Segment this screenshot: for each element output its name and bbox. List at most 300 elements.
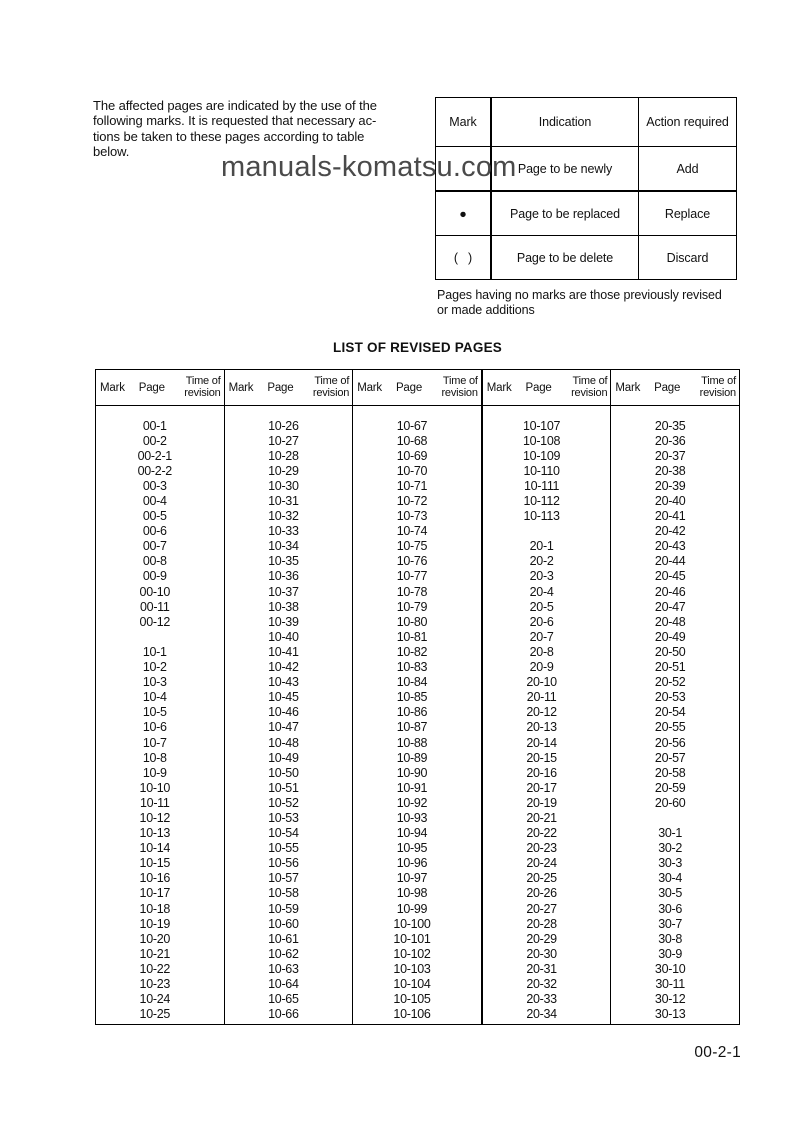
table-row — [96, 856, 224, 871]
page-value: 20-24 — [526, 856, 557, 871]
page-value: 10-17 — [139, 886, 171, 901]
table-row — [611, 614, 739, 629]
page-value: 10-109 — [523, 448, 561, 463]
page-value: 10-111 — [523, 478, 560, 493]
table-row — [96, 478, 224, 493]
table-row — [353, 644, 481, 659]
table-row — [353, 765, 481, 780]
page-value: 00-6 — [142, 524, 167, 539]
table-row — [483, 750, 611, 765]
column-header — [483, 370, 611, 406]
page-value: 10-8 — [142, 750, 167, 765]
page-value: 30-9 — [658, 946, 683, 961]
table-row — [225, 735, 353, 750]
table-row — [225, 418, 353, 433]
column-header-time-line2: revision — [571, 386, 608, 399]
page-value: 20-27 — [526, 901, 557, 916]
table-row — [96, 976, 224, 991]
page-value: 10-82 — [396, 644, 428, 659]
page-value: 10-4 — [142, 690, 167, 705]
page-value: 10-76 — [396, 554, 428, 569]
page-value: 10-72 — [396, 494, 428, 509]
page-value: 10-9 — [142, 765, 167, 780]
page-value: 10-24 — [139, 992, 171, 1007]
table-row — [353, 720, 481, 735]
table-row — [225, 810, 353, 825]
page-value: 10-52 — [268, 795, 299, 810]
page-value: 00-5 — [142, 509, 167, 524]
table-row — [483, 675, 611, 690]
table-row — [96, 992, 224, 1007]
page-value: 00-2-1 — [137, 448, 172, 463]
table-row — [611, 931, 739, 946]
column-header-time-line1: Time of — [701, 375, 736, 387]
column-header-page: Page — [138, 381, 165, 394]
page-value: 00-1 — [142, 418, 167, 433]
page-value: 20-4 — [529, 584, 554, 599]
page-value: 10-37 — [268, 584, 299, 599]
table-row — [353, 810, 481, 825]
table-row — [225, 992, 353, 1007]
page-value: 00-11 — [140, 599, 170, 614]
table-row — [611, 433, 739, 448]
page-value: 10-42 — [268, 660, 299, 675]
table-row — [353, 992, 481, 1007]
page-value: 20-55 — [654, 720, 686, 735]
table-row — [96, 463, 224, 478]
page-value: 10-100 — [393, 916, 431, 931]
table-row — [96, 750, 224, 765]
page-value: 00-3 — [142, 478, 167, 493]
table-row — [353, 916, 481, 931]
page-value: 00-7 — [142, 539, 167, 554]
indication-cell: Page to be newly — [490, 146, 638, 190]
column-header-time — [174, 376, 221, 399]
table-row — [96, 644, 224, 659]
table-row — [225, 644, 353, 659]
page-value: 10-41 — [268, 644, 299, 659]
page-value: 20-34 — [526, 1007, 557, 1022]
table-row — [225, 976, 353, 991]
page-value: 10-6 — [142, 720, 167, 735]
table-row — [96, 433, 224, 448]
table-row — [225, 599, 353, 614]
table-row — [483, 946, 611, 961]
page-value: 10-106 — [393, 1007, 431, 1022]
page-value: 20-19 — [526, 795, 557, 810]
page-value: 10-29 — [268, 463, 299, 478]
table-row — [353, 886, 481, 901]
table-row — [225, 765, 353, 780]
page-value: 10-13 — [139, 826, 171, 841]
page-value: 30-7 — [658, 916, 683, 931]
page-value: 10-1 — [142, 644, 167, 659]
table-row — [353, 705, 481, 720]
page-value: 20-49 — [654, 629, 686, 644]
column-header-time-line2: revision — [312, 386, 350, 399]
table-row — [225, 524, 353, 539]
page-value: 20-39 — [654, 478, 686, 493]
page-value: 10-30 — [268, 478, 299, 493]
table-row — [611, 569, 739, 584]
page-value: 10-63 — [268, 961, 299, 976]
table-row — [483, 780, 611, 795]
page-value: 30-1 — [658, 826, 683, 841]
page-value: 10-36 — [268, 569, 299, 584]
page-value: 10-91 — [396, 780, 428, 795]
page-value: 10-47 — [268, 720, 299, 735]
page-value: 20-47 — [654, 599, 686, 614]
page-value: 10-73 — [396, 509, 428, 524]
table-row — [96, 871, 224, 886]
action-cell: Replace — [638, 190, 736, 235]
table-row — [483, 448, 611, 463]
table-row — [611, 705, 739, 720]
table-row — [483, 433, 611, 448]
column-header-time-line2: revision — [441, 386, 478, 399]
page-value: 10-99 — [396, 901, 428, 916]
page-value: 20-56 — [654, 735, 686, 750]
table-row — [225, 916, 353, 931]
page-value: 10-5 — [142, 705, 167, 720]
table-row — [483, 841, 611, 856]
table-row — [96, 584, 224, 599]
page-value: 10-23 — [139, 977, 171, 992]
table-row — [96, 735, 224, 750]
marks-table-header-action: Action required — [638, 98, 736, 146]
table-row — [483, 871, 611, 886]
column-header-time-line1: Time of — [572, 375, 608, 387]
page-value: 10-46 — [268, 705, 299, 720]
page-value: 10-65 — [268, 992, 299, 1007]
table-row — [353, 493, 481, 508]
table-row — [225, 690, 353, 705]
page-value: 10-89 — [396, 750, 428, 765]
page-value: 10-98 — [396, 886, 428, 901]
page-value: 20-12 — [526, 705, 557, 720]
marks-table-header-indication: Indication — [490, 98, 638, 146]
table-row — [611, 871, 739, 886]
table-row — [353, 841, 481, 856]
table-row — [483, 795, 611, 810]
page-value: 00-12 — [139, 614, 171, 629]
column-header-time — [431, 376, 478, 399]
table-row — [96, 901, 224, 916]
page-value: 10-105 — [393, 992, 431, 1007]
page-value: 20-33 — [526, 992, 557, 1007]
page-value: 10-81 — [396, 629, 428, 644]
table-row — [483, 856, 611, 871]
table-row — [611, 795, 739, 810]
page-value: 20-3 — [529, 569, 554, 584]
table-row — [96, 448, 224, 463]
page-value: 20-50 — [654, 644, 686, 659]
table-row — [483, 720, 611, 735]
indication-cell: Page to be delete — [490, 235, 638, 279]
table-row — [611, 826, 739, 841]
page-value: 10-59 — [268, 901, 299, 916]
page-value: 10-25 — [139, 1007, 171, 1022]
page-value: 10-38 — [268, 599, 299, 614]
action-cell: Add — [638, 146, 736, 190]
note-line: or made additions — [437, 303, 535, 317]
table-row — [611, 478, 739, 493]
table-row — [225, 584, 353, 599]
table-row — [96, 554, 224, 569]
page-value: 20-14 — [526, 735, 557, 750]
table-row — [225, 946, 353, 961]
page-value: 20-54 — [654, 705, 686, 720]
page-value: 10-19 — [139, 916, 171, 931]
page-value: 20-26 — [526, 886, 557, 901]
page-value: 10-84 — [396, 675, 428, 690]
table-row — [96, 509, 224, 524]
page-value: 00-10 — [139, 584, 171, 599]
page-value: 10-70 — [396, 463, 428, 478]
table-row — [225, 780, 353, 795]
page-value: 30-8 — [658, 931, 683, 946]
page-value: 10-101 — [393, 931, 431, 946]
table-row — [483, 901, 611, 916]
page-value: 20-11 — [526, 690, 557, 705]
table-row — [353, 554, 481, 569]
table-row — [353, 961, 481, 976]
table-row — [353, 946, 481, 961]
table-row — [225, 901, 353, 916]
page-value: 20-29 — [526, 931, 557, 946]
table-row — [225, 675, 353, 690]
page-value: 10-64 — [268, 977, 299, 992]
page-value: 10-94 — [396, 826, 428, 841]
table-row — [225, 554, 353, 569]
table-row — [96, 961, 224, 976]
page-value: 20-58 — [654, 765, 686, 780]
column-header-page: Page — [654, 381, 681, 394]
column-header-time — [560, 376, 607, 399]
page-value: 00-4 — [142, 494, 167, 509]
table-row — [611, 524, 739, 539]
table-row — [96, 780, 224, 795]
revised-table — [95, 369, 740, 1025]
column-header-time-line1: Time of — [442, 375, 478, 387]
page-value: 10-88 — [396, 735, 428, 750]
page-value: 10-16 — [139, 871, 171, 886]
page-value: 20-8 — [529, 644, 554, 659]
page-value: 10-61 — [268, 931, 299, 946]
table-row — [611, 463, 739, 478]
page-value: 10-55 — [268, 841, 299, 856]
page-value: 10-103 — [393, 961, 431, 976]
page-value: 10-20 — [139, 931, 171, 946]
table-row — [611, 629, 739, 644]
column-header-mark: Mark — [100, 381, 125, 394]
table-row — [611, 599, 739, 614]
page-value: 10-39 — [268, 614, 299, 629]
table-row — [353, 780, 481, 795]
page-value: 20-15 — [526, 750, 557, 765]
page-value: 10-27 — [268, 433, 299, 448]
column-header-page: Page — [395, 381, 423, 394]
table-row — [225, 856, 353, 871]
page-value: 10-32 — [268, 509, 299, 524]
table-row — [225, 720, 353, 735]
table-row — [353, 795, 481, 810]
table-row — [353, 750, 481, 765]
page-value: 20-13 — [526, 720, 557, 735]
column-header-page: Page — [525, 381, 552, 394]
table-row — [483, 1007, 611, 1022]
table-row — [353, 660, 481, 675]
column-header-time-line2: revision — [699, 386, 736, 399]
mark-cell: ( ) — [436, 235, 490, 279]
page-value: 20-53 — [654, 690, 686, 705]
page-value: 10-33 — [268, 524, 299, 539]
page-value: 10-86 — [396, 705, 428, 720]
table-row — [483, 916, 611, 931]
table-row — [611, 750, 739, 765]
table-row — [483, 509, 611, 524]
page-value: 10-67 — [396, 418, 428, 433]
table-row — [483, 690, 611, 705]
table-row — [96, 826, 224, 841]
table-row — [353, 509, 481, 524]
table-row — [225, 569, 353, 584]
page-value: 10-96 — [396, 856, 428, 871]
page-value: 10-43 — [268, 675, 299, 690]
column-body — [96, 406, 224, 1024]
table-row — [353, 826, 481, 841]
table-row — [96, 720, 224, 735]
page-value: 20-48 — [654, 614, 686, 629]
page-value: 20-38 — [654, 463, 686, 478]
page-value: 20-31 — [526, 961, 557, 976]
page-value: 10-93 — [396, 810, 428, 825]
page-value: 10-31 — [268, 494, 299, 509]
table-row — [96, 931, 224, 946]
column-header-time-line2: revision — [184, 386, 221, 399]
table-row — [225, 750, 353, 765]
page-value: 10-3 — [142, 675, 167, 690]
page-value: 10-110 — [523, 463, 560, 478]
page-value: 10-78 — [396, 584, 428, 599]
table-row — [225, 614, 353, 629]
table-row — [225, 826, 353, 841]
page-value: 10-56 — [268, 856, 299, 871]
page-value: 30-2 — [658, 841, 683, 856]
column-header-time-line1: Time of — [314, 375, 350, 387]
table-row — [483, 554, 611, 569]
page-value: 00-2-2 — [137, 463, 172, 478]
page-value: 20-43 — [654, 539, 686, 554]
page-value: 20-28 — [526, 916, 557, 931]
table-row — [96, 599, 224, 614]
table-row — [353, 976, 481, 991]
table-row — [483, 569, 611, 584]
table-row — [353, 569, 481, 584]
table-row — [483, 418, 611, 433]
page-value: 20-52 — [654, 675, 686, 690]
page-value: 10-95 — [396, 841, 428, 856]
table-row — [611, 660, 739, 675]
column-header-page: Page — [267, 381, 294, 394]
page-value: 10-107 — [523, 418, 561, 433]
page-value: 10-2 — [142, 660, 167, 675]
table-row — [225, 841, 353, 856]
table-row — [483, 660, 611, 675]
table-row — [96, 493, 224, 508]
page-value: 10-74 — [396, 524, 428, 539]
action-cell: Discard — [638, 235, 736, 279]
table-row — [353, 1007, 481, 1022]
page-value: 10-14 — [139, 841, 171, 856]
table-row — [611, 493, 739, 508]
table-row — [483, 599, 611, 614]
page-value: 10-113 — [523, 509, 560, 524]
table-row — [225, 931, 353, 946]
table-row — [353, 448, 481, 463]
table-row — [96, 886, 224, 901]
table-row — [225, 463, 353, 478]
table-row — [611, 690, 739, 705]
page-value: 20-16 — [526, 765, 557, 780]
page-value: 20-40 — [654, 494, 686, 509]
table-row — [225, 1007, 353, 1022]
column-header-mark: Mark — [486, 381, 512, 394]
table-row — [96, 705, 224, 720]
note-text — [437, 288, 722, 318]
page-value: 10-26 — [268, 418, 299, 433]
page-value: 30-6 — [658, 901, 683, 916]
table-row — [353, 463, 481, 478]
page-value: 10-92 — [396, 795, 428, 810]
page-value: 10-90 — [396, 765, 428, 780]
table-row — [611, 765, 739, 780]
table-row — [353, 931, 481, 946]
page-value: 20-1 — [529, 539, 554, 554]
page-value: 20-30 — [526, 946, 557, 961]
list-title: LIST OF REVISED PAGES — [333, 340, 502, 355]
table-row — [483, 735, 611, 750]
page-value: 10-62 — [268, 946, 299, 961]
column-header-time-line1: Time of — [185, 375, 221, 387]
page-value: 10-71 — [396, 478, 428, 493]
table-row — [353, 629, 481, 644]
table-row — [611, 992, 739, 1007]
column-body — [225, 406, 353, 1024]
page-value: 20-25 — [526, 871, 557, 886]
revised-column-4 — [481, 370, 611, 1024]
page-value: 00-9 — [142, 569, 167, 584]
page-value: 20-5 — [529, 599, 554, 614]
page-value: 20-44 — [654, 554, 686, 569]
watermark-text: manuals-komatsu.com — [221, 151, 517, 183]
page-value: 20-36 — [654, 433, 686, 448]
page-value: 10-22 — [139, 961, 171, 976]
table-row — [611, 961, 739, 976]
table-row — [483, 478, 611, 493]
page-value: 30-4 — [658, 871, 683, 886]
table-row — [611, 539, 739, 554]
table-row — [225, 961, 353, 976]
column-header-mark: Mark — [228, 381, 254, 394]
page-value: 10-97 — [396, 871, 428, 886]
table-row — [483, 826, 611, 841]
table-row — [225, 433, 353, 448]
note-line: Pages having no marks are those previously revised — [437, 288, 722, 302]
page-value: 10-80 — [396, 614, 428, 629]
indication-cell: Page to be replaced — [490, 190, 638, 235]
page-value: 20-57 — [654, 750, 686, 765]
